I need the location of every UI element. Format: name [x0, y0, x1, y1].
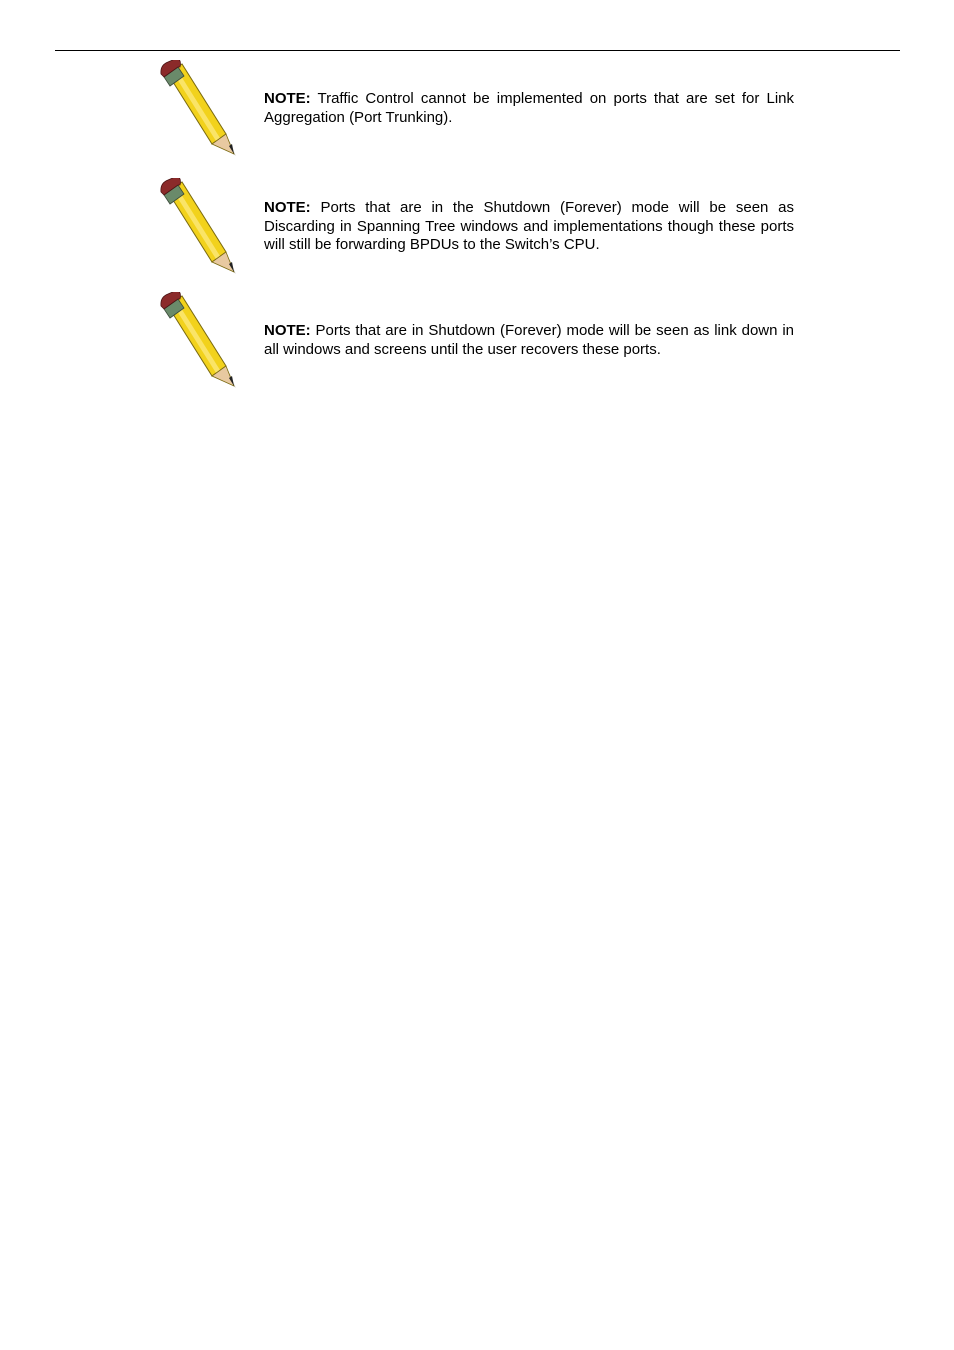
note-label: NOTE:	[264, 90, 311, 107]
header-rule	[55, 50, 900, 51]
note-body: Traffic Control cannot be implemented on ports that are set for Link Aggregation (Port Trunking).	[264, 90, 794, 126]
note-body: Ports that are in the Shutdown (Forever) mode will be seen as Discarding in Spanning Tree windows and implementations though these ports will still be forwarding BPDUs to the Switch’s CPU.	[264, 199, 794, 254]
note-text	[264, 322, 794, 359]
note-body: Ports that are in Shutdown (Forever) mode will be seen as link down in all windows and screens until the user recovers these ports.	[264, 322, 794, 358]
note-text	[264, 90, 794, 127]
pencil-icon	[160, 292, 240, 390]
note-label: NOTE:	[264, 199, 311, 216]
note-text	[264, 199, 794, 255]
pencil-icon	[160, 178, 240, 276]
pencil-icon	[160, 60, 240, 158]
note-label: NOTE:	[264, 322, 311, 339]
